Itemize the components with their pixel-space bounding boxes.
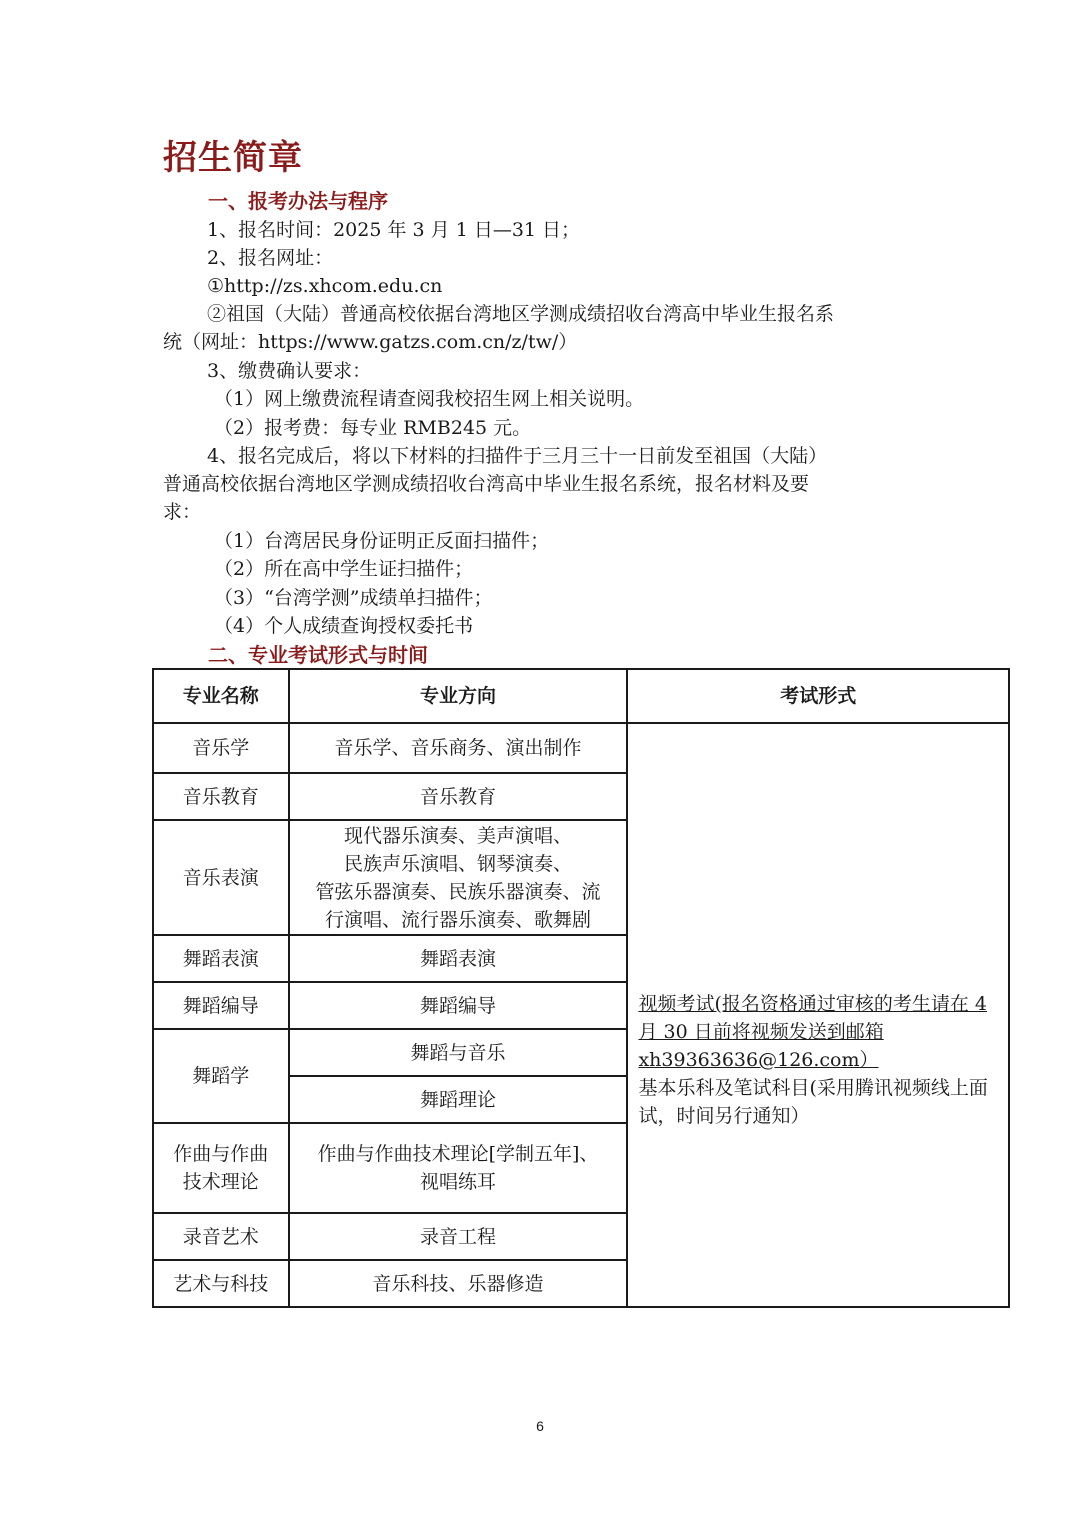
direction-cell: 音乐教育 xyxy=(289,773,628,820)
table-header-row xyxy=(153,669,1009,723)
major-name-cell: 音乐学 xyxy=(153,723,289,773)
direction-cell: 音乐科技、乐器修造 xyxy=(289,1260,628,1307)
page-number: 6 xyxy=(536,1418,544,1434)
section-heading-2: 二、专业考试形式与时间 xyxy=(208,643,428,667)
exam-form-email-text[interactable]: 视频考试(报名资格通过审核的考生请在 4 月 30 日前将视频发送到邮箱xh39363636@126.com） xyxy=(638,993,987,1071)
direction-cell: 现代器乐演奏、美声演唱、 民族声乐演唱、钢琴演奏、 管弦乐器演奏、民族乐器演奏、流 行演唱、流行器乐演奏、歌舞剧 xyxy=(289,820,628,935)
direction-cell: 舞蹈理论 xyxy=(289,1076,628,1123)
text-line: 统（网址：https://www.gatzs.com.cn/z/tw/） xyxy=(163,331,578,353)
link-line[interactable]: ①http://zs.xhcom.edu.cn xyxy=(207,275,443,297)
table-row xyxy=(153,723,1009,773)
direction-cell: 舞蹈与音乐 xyxy=(289,1029,628,1076)
text-line: 2、报名网址： xyxy=(207,247,334,269)
text-line: （2）报考费：每专业 RMB245 元。 xyxy=(214,417,532,439)
major-name-cell: 舞蹈学 xyxy=(153,1029,289,1123)
major-name-cell: 音乐教育 xyxy=(153,773,289,820)
major-name-cell: 舞蹈表演 xyxy=(153,935,289,982)
text-line: 普通高校依据台湾地区学测成绩招收台湾高中毕业生报名系统，报名材料及要 xyxy=(163,473,810,495)
direction-cell: 作曲与作曲技术理论[学制五年]、 视唱练耳 xyxy=(289,1123,628,1213)
header-exam-form: 考试形式 xyxy=(627,669,1009,723)
major-name-cell: 音乐表演 xyxy=(153,820,289,935)
text-line: （2）所在高中学生证扫描件； xyxy=(214,558,474,580)
section-heading-1: 一、报考办法与程序 xyxy=(208,189,388,213)
major-name-cell: 作曲与作曲 技术理论 xyxy=(153,1123,289,1213)
direction-cell: 录音工程 xyxy=(289,1213,628,1260)
text-line: 3、缴费确认要求： xyxy=(207,360,372,382)
text-line: ②祖国（大陆）普通高校依据台湾地区学测成绩招收台湾高中毕业生报名系 xyxy=(207,303,835,325)
page-title: 招生简章 xyxy=(163,138,303,178)
text-line: （3）“台湾学测”成绩单扫描件； xyxy=(214,587,493,609)
direction-cell: 舞蹈编导 xyxy=(289,982,628,1029)
direction-cell: 舞蹈表演 xyxy=(289,935,628,982)
text-line: （4）个人成绩查询授权委托书 xyxy=(214,615,474,637)
header-major-name: 专业名称 xyxy=(153,669,289,723)
text-line: 1、报名时间：2025 年 3 月 1 日—31 日； xyxy=(207,219,581,241)
major-name-cell: 艺术与科技 xyxy=(153,1260,289,1307)
major-name-cell: 舞蹈编导 xyxy=(153,982,289,1029)
header-major-direction: 专业方向 xyxy=(289,669,628,723)
text-line: 求： xyxy=(163,501,202,523)
majors-table xyxy=(152,668,1010,1308)
text-line: 4、报名完成后，将以下材料的扫描件于三月三十一日前发至祖国（大陆） xyxy=(207,445,828,467)
direction-cell: 音乐学、音乐商务、演出制作 xyxy=(289,723,628,773)
text-line: （1）台湾居民身份证明正反面扫描件； xyxy=(214,530,550,552)
exam-form-cell xyxy=(627,723,1009,1307)
text-line: （1）网上缴费流程请查阅我校招生网上相关说明。 xyxy=(214,388,645,410)
exam-form-note: 基本乐科及笔试科目(采用腾讯视频线上面试，时间另行通知） xyxy=(638,1077,988,1127)
major-name-cell: 录音艺术 xyxy=(153,1213,289,1260)
